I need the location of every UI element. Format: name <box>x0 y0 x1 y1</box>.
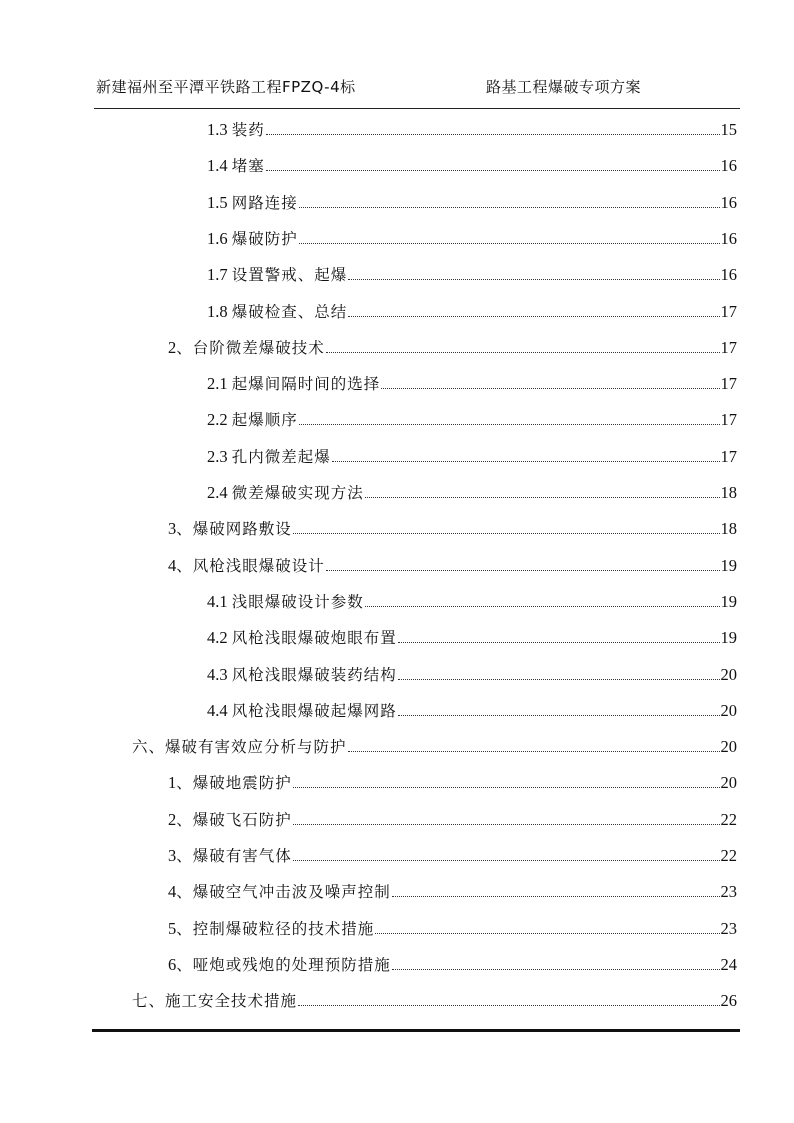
toc-entry-title: 爆破检查、总结 <box>231 302 348 321</box>
toc-entry-label <box>168 955 391 975</box>
toc-entry[interactable] <box>168 765 737 793</box>
toc-entry[interactable] <box>132 729 737 757</box>
toc-entry-label <box>207 628 397 648</box>
toc-entry-label <box>207 447 331 467</box>
toc-entry-title: 孔内微差起爆 <box>231 447 331 466</box>
toc-page-number: 16 <box>720 156 737 176</box>
toc-entry-number: 2 <box>168 337 177 357</box>
toc-dot-leader <box>299 207 720 208</box>
toc-page-number: 18 <box>720 519 737 539</box>
toc-entry-label <box>132 991 297 1011</box>
toc-page-number: 16 <box>720 192 737 212</box>
toc-entry-label <box>207 483 364 503</box>
toc-entry-label <box>168 919 374 939</box>
toc-entry-number: 2.1 <box>207 374 232 394</box>
toc-entry[interactable] <box>207 693 737 721</box>
toc-page-number: 19 <box>720 555 737 575</box>
toc-entry[interactable] <box>168 802 737 830</box>
toc-entry[interactable] <box>207 221 737 249</box>
toc-entry-title: 、爆破网路敷设 <box>176 520 292 539</box>
toc-entry-number: 1 <box>168 773 177 793</box>
toc-dot-leader <box>375 933 719 934</box>
toc-page-number: 20 <box>720 773 737 793</box>
toc-dot-leader <box>381 388 719 389</box>
toc-entry-title: 、台阶微差爆破技术 <box>176 338 325 357</box>
toc-entry-label <box>168 338 325 358</box>
toc-entry-label <box>132 737 347 757</box>
toc-dot-leader <box>398 679 720 680</box>
toc-dot-leader <box>392 969 720 970</box>
toc-entry[interactable] <box>168 548 737 576</box>
toc-entry-title: 装药 <box>231 121 265 139</box>
toc-dot-leader <box>326 570 720 571</box>
toc-entry-label <box>207 410 298 430</box>
toc-entry-label <box>207 120 265 140</box>
toc-entry[interactable] <box>207 366 737 394</box>
toc-dot-leader <box>293 824 720 825</box>
toc-entry[interactable] <box>207 257 737 285</box>
toc-page-number: 22 <box>720 846 737 865</box>
toc-entry-number: 4 <box>168 555 177 575</box>
toc-entry-label <box>168 810 292 830</box>
toc-page-number: 19 <box>720 591 737 611</box>
toc-entry-label <box>207 156 265 176</box>
toc-entry-label <box>168 556 325 576</box>
toc-entry-number: 4.4 <box>207 700 232 720</box>
toc-entry-title: 微差爆破实现方法 <box>231 484 364 502</box>
toc-page-number: 17 <box>720 410 737 430</box>
toc-entry-number: 2.3 <box>207 446 232 466</box>
toc-entry-title: 、爆破空气冲击波及噪声控制 <box>176 883 391 902</box>
toc-page-number: 17 <box>720 374 737 394</box>
toc-entry[interactable] <box>207 475 737 503</box>
toc-entry-number: 5 <box>168 918 177 938</box>
toc-entry-title: 浅眼爆破设计参数 <box>231 592 364 611</box>
toc-entry[interactable] <box>168 947 737 975</box>
toc-entry[interactable] <box>207 620 737 648</box>
toc-dot-leader <box>365 497 720 498</box>
toc-entry-title: 、控制爆破粒径的技术措施 <box>176 919 375 938</box>
toc-entry-label <box>207 701 397 721</box>
toc-entry-title: 起爆顺序 <box>231 411 298 430</box>
toc-page-number: 17 <box>720 446 737 466</box>
toc-entry-number: 4.3 <box>207 664 232 684</box>
toc-entry-label <box>207 265 347 285</box>
toc-dot-leader <box>398 715 720 716</box>
toc-page-number: 24 <box>720 954 737 974</box>
toc-dot-leader <box>299 424 720 425</box>
toc-entry-title: 设置警戒、起爆 <box>231 266 348 285</box>
toc-entry-number: 2 <box>168 809 177 829</box>
toc-entry-number: 3 <box>168 846 177 865</box>
toc-entry[interactable] <box>168 511 737 539</box>
toc-entry-label <box>207 302 347 322</box>
toc-entry[interactable] <box>168 330 737 358</box>
toc-entry-label <box>207 193 298 213</box>
toc-page-number: 23 <box>720 918 737 938</box>
toc-entry-title: 堵塞 <box>231 157 265 176</box>
toc-entry-title: 风枪浅眼爆破起爆网路 <box>231 701 397 720</box>
toc-entry-number: 6 <box>168 954 177 974</box>
toc-entry-number: 1.8 <box>207 301 232 321</box>
toc-entry-label <box>207 665 397 685</box>
toc-entry[interactable] <box>168 911 737 939</box>
toc-entry-label <box>168 773 292 793</box>
toc-entry-number: 4.2 <box>207 628 232 648</box>
toc-entry[interactable] <box>207 185 737 213</box>
toc-dot-leader <box>266 170 720 171</box>
toc-entry-number: 2.2 <box>207 410 232 430</box>
toc-entry-title: 风枪浅眼爆破炮眼布置 <box>231 629 397 648</box>
toc-page-number: 16 <box>720 265 737 285</box>
toc-entry-title: 爆破防护 <box>231 229 298 248</box>
toc-entry-title: 、爆破地震防护 <box>176 774 292 793</box>
toc-page-number: 26 <box>720 991 737 1011</box>
toc-dot-leader <box>348 279 719 280</box>
toc-entry-title: 、爆破有害气体 <box>176 847 292 865</box>
toc-entry-title: 、爆破飞石防护 <box>176 810 292 829</box>
toc-page-number: 23 <box>720 882 737 902</box>
toc-entry-title: 七、施工安全技术措施 <box>132 992 298 1011</box>
toc-page-number: 15 <box>720 120 737 139</box>
toc-entry[interactable] <box>207 402 737 430</box>
toc-entry-label <box>168 519 292 539</box>
toc-entry-number: 1.3 <box>207 120 232 139</box>
toc-dot-leader <box>266 134 720 135</box>
toc-dot-leader <box>348 751 720 752</box>
toc-entry[interactable] <box>207 657 737 685</box>
toc-entry-label <box>207 592 364 612</box>
toc-entry-number: 1.6 <box>207 228 232 248</box>
toc-dot-leader <box>293 787 720 788</box>
toc-dot-leader <box>392 896 720 897</box>
toc-entry-number: 1.7 <box>207 265 232 285</box>
toc-entry[interactable] <box>168 838 737 866</box>
toc-entry-label <box>207 229 298 249</box>
toc-page-number: 17 <box>720 337 737 357</box>
header-project-title: 新建福州至平潭平铁路工程FPZQ-4标 <box>96 78 356 96</box>
toc-dot-leader <box>326 352 720 353</box>
toc-page-number: 19 <box>720 628 737 648</box>
toc-entry[interactable] <box>207 112 737 140</box>
toc-entry-number: 3 <box>168 519 177 539</box>
toc-entry[interactable] <box>207 439 737 467</box>
toc-page-number: 18 <box>720 483 737 502</box>
page-header <box>94 72 740 109</box>
toc-entry[interactable] <box>132 983 737 1011</box>
toc-dot-leader <box>398 642 720 643</box>
toc-entry-number: 1.4 <box>207 156 232 176</box>
toc-page-number: 20 <box>720 664 737 684</box>
toc-entry-label <box>168 846 292 866</box>
toc-entry-title: 起爆间隔时间的选择 <box>231 375 381 394</box>
toc-page-number: 22 <box>720 809 737 829</box>
toc-entry-title: 网路连接 <box>231 193 298 212</box>
toc-entry[interactable] <box>207 584 737 612</box>
toc-dot-leader <box>298 1005 719 1006</box>
toc-dot-leader <box>299 243 720 244</box>
toc-entry-number: 4.1 <box>207 591 232 611</box>
header-document-title: 路基工程爆破专项方案 <box>486 78 642 96</box>
footer-rule <box>92 1029 740 1032</box>
toc-entry[interactable] <box>207 148 737 176</box>
toc-entry[interactable] <box>207 294 737 322</box>
toc-entry-label <box>168 882 391 902</box>
toc-dot-leader <box>332 461 720 462</box>
toc-dot-leader <box>293 860 720 861</box>
toc-entry-label <box>207 374 380 394</box>
toc-page-number: 16 <box>720 228 737 248</box>
toc-entry-number: 2.4 <box>207 483 232 502</box>
toc-page-number: 20 <box>720 700 737 720</box>
toc-entry-title: 、哑炮或残炮的处理预防措施 <box>176 955 391 974</box>
toc-page-number: 20 <box>720 737 737 757</box>
toc-entry-number: 4 <box>168 882 177 902</box>
toc-entry-title: 六、爆破有害效应分析与防护 <box>132 738 347 757</box>
toc-page-number: 17 <box>720 301 737 321</box>
toc-entry[interactable] <box>168 874 737 902</box>
toc-entry-number: 1.5 <box>207 192 232 212</box>
toc-dot-leader <box>348 316 719 317</box>
toc-entry-title: 风枪浅眼爆破装药结构 <box>231 665 397 684</box>
toc-entry-title: 、风枪浅眼爆破设计 <box>176 556 325 575</box>
toc-dot-leader <box>365 606 720 607</box>
toc-dot-leader <box>293 533 720 534</box>
